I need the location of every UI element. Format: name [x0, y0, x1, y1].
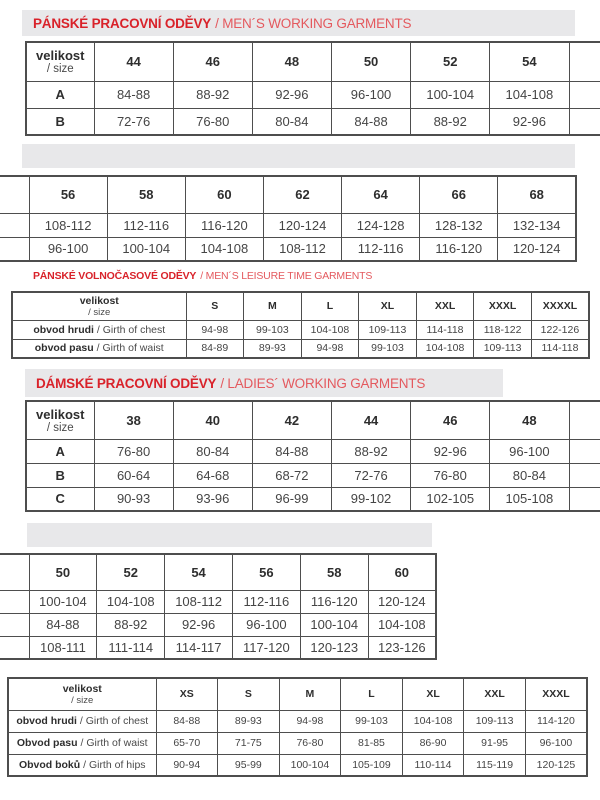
measurement-value-cell: 84-88: [331, 108, 410, 135]
row-label: B: [26, 463, 94, 487]
cutoff-cell: [569, 487, 600, 511]
measurement-value-cell: 105-108: [490, 487, 569, 511]
measurement-value-cell: 114-120: [525, 710, 587, 732]
size-column-header: 68: [498, 176, 576, 213]
measurement-value-cell: 93-96: [173, 487, 252, 511]
measurement-value-cell: 122-126: [531, 320, 589, 339]
size-column-header: 56: [29, 176, 107, 213]
size-header-label-sub: / size: [46, 421, 74, 434]
measurement-value-cell: 104-108: [97, 590, 165, 613]
row-label: obvod hrudi / Girth of chest: [12, 320, 186, 339]
measurement-value-cell: 132-134: [498, 213, 576, 237]
table-row: [8, 710, 587, 732]
measurement-value-cell: 84-88: [94, 81, 173, 108]
measurement-value-cell: 88-92: [411, 108, 490, 135]
measurement-value-cell: 111-114: [97, 636, 165, 659]
cutoff-cell: [569, 42, 600, 81]
measurement-value-cell: 84-88: [156, 710, 218, 732]
measurement-value-cell: 96-100: [331, 81, 410, 108]
measurement-value-cell: 112-116: [232, 590, 300, 613]
measurement-value-cell: 84-88: [29, 613, 97, 636]
table-row: [26, 108, 600, 135]
section-header-mens-working: [22, 10, 575, 36]
measurement-value-cell: 104-108: [402, 710, 464, 732]
table-header-row: [26, 42, 600, 81]
measurement-value-cell: 99-103: [359, 339, 417, 358]
size-column-header: M: [279, 678, 341, 710]
size-header-label: [8, 678, 156, 710]
measurement-value-cell: 112-116: [342, 237, 420, 261]
measurement-value-cell: 92-96: [411, 439, 490, 463]
measurement-value-cell: 92-96: [252, 81, 331, 108]
row-label: B: [26, 108, 94, 135]
size-column-header: 38: [94, 401, 173, 439]
size-column-header: 46: [411, 401, 490, 439]
size-column-header: 50: [29, 554, 97, 590]
measurement-value-cell: 76-80: [411, 463, 490, 487]
measurement-value-cell: 90-94: [156, 754, 218, 776]
measurement-value-cell: 65-70: [156, 732, 218, 754]
table-header-row: [8, 678, 587, 710]
section-title-english: / MEN´S LEISURE TIME GARMENTS: [200, 270, 373, 282]
measurement-value-cell: 104-108: [185, 237, 263, 261]
cutoff-cell: [569, 439, 600, 463]
measurement-value-cell: 96-100: [232, 613, 300, 636]
measurement-value-cell: 120-124: [263, 213, 341, 237]
measurement-value-cell: 104-108: [490, 81, 569, 108]
size-column-header: XXXXL: [531, 292, 589, 320]
measurement-value-cell: 80-84: [173, 439, 252, 463]
size-column-header: 58: [107, 176, 185, 213]
measurement-value-cell: 104-108: [416, 339, 474, 358]
measurement-value-cell: 94-98: [301, 339, 359, 358]
measurement-value-cell: 72-76: [331, 463, 410, 487]
measurement-value-cell: 84-89: [186, 339, 244, 358]
size-header-label-sub: / size: [71, 694, 94, 706]
row-label: A: [26, 81, 94, 108]
size-column-header: 52: [411, 42, 490, 81]
measurement-value-cell: 88-92: [97, 613, 165, 636]
table-header-row: [26, 401, 600, 439]
measurement-value-cell: 72-76: [94, 108, 173, 135]
table-row: [8, 754, 587, 776]
measurement-value-cell: 94-98: [279, 710, 341, 732]
measurement-value-cell: 105-109: [341, 754, 403, 776]
size-header-label-bold: velikost: [36, 48, 85, 64]
measurement-value-cell: 71-75: [218, 732, 280, 754]
table-header-row: [12, 292, 589, 320]
size-column-header: 44: [94, 42, 173, 81]
measurement-value-cell: 76-80: [279, 732, 341, 754]
measurement-value-cell: 80-84: [252, 108, 331, 135]
size-column-header: S: [186, 292, 244, 320]
size-column-header: 50: [331, 42, 410, 81]
table-row: [8, 732, 587, 754]
section-header-ladies-working: [25, 369, 503, 397]
table-row: [0, 613, 436, 636]
measurement-value-cell: 76-80: [94, 439, 173, 463]
measurement-value-cell: 104-108: [368, 613, 436, 636]
size-column-header: 60: [185, 176, 263, 213]
measurement-value-cell: 88-92: [173, 81, 252, 108]
section-title-czech: DÁMSKÉ PRACOVNÍ ODĚVY: [36, 375, 217, 391]
cutoff-cell: [0, 613, 29, 636]
row-label: Obvod pasu / Girth of waist: [8, 732, 156, 754]
size-column-header: XXXL: [474, 292, 532, 320]
section-title-czech: PÁNSKÉ VOLNOČASOVÉ ODĚVY: [33, 270, 197, 282]
measurement-value-cell: 76-80: [173, 108, 252, 135]
cutoff-cell: [0, 636, 29, 659]
size-column-header: 42: [252, 401, 331, 439]
measurement-value-cell: 118-122: [474, 320, 532, 339]
measurement-value-cell: 86-90: [402, 732, 464, 754]
measurement-value-cell: 91-95: [464, 732, 526, 754]
cutoff-cell: [0, 554, 29, 590]
measurement-value-cell: 115-119: [464, 754, 526, 776]
measurement-value-cell: 64-68: [173, 463, 252, 487]
measurement-value-cell: 89-93: [218, 710, 280, 732]
measurement-value-cell: 114-118: [531, 339, 589, 358]
size-header-label: [12, 292, 186, 320]
table-row: [0, 213, 576, 237]
size-column-header: XXL: [464, 678, 526, 710]
measurement-value-cell: 100-104: [300, 613, 368, 636]
size-header-label-bold: velikost: [79, 294, 119, 307]
size-column-header: XL: [402, 678, 464, 710]
measurement-value-cell: 95-99: [218, 754, 280, 776]
measurement-value-cell: 104-108: [301, 320, 359, 339]
ladies-measurements-size-table: [7, 677, 588, 777]
measurement-value-cell: 90-93: [94, 487, 173, 511]
section-header-mens-leisure: [33, 269, 372, 283]
measurement-value-cell: 120-124: [498, 237, 576, 261]
measurement-value-cell: 108-112: [29, 213, 107, 237]
measurement-value-cell: 96-100: [525, 732, 587, 754]
size-column-header: XL: [359, 292, 417, 320]
size-column-header: XS: [156, 678, 218, 710]
measurement-value-cell: 99-103: [244, 320, 302, 339]
table-row: [0, 590, 436, 613]
measurement-value-cell: 100-104: [107, 237, 185, 261]
size-column-header: 46: [173, 42, 252, 81]
measurement-value-cell: 94-98: [186, 320, 244, 339]
table-header-row: [0, 554, 436, 590]
size-column-header: XXL: [416, 292, 474, 320]
table-row: [26, 439, 600, 463]
cutoff-cell: [569, 108, 600, 135]
row-label: Obvod boků / Girth of hips: [8, 754, 156, 776]
size-column-header: 54: [165, 554, 233, 590]
measurement-value-cell: 114-117: [165, 636, 233, 659]
cutoff-cell: [0, 176, 29, 213]
section-title-english: / MEN´S WORKING GARMENTS: [215, 15, 412, 31]
size-column-header: M: [244, 292, 302, 320]
mens-leisure-size-table: [11, 291, 590, 359]
measurement-value-cell: 123-126: [368, 636, 436, 659]
measurement-value-cell: 108-112: [165, 590, 233, 613]
cutoff-cell: [0, 590, 29, 613]
size-column-header: 66: [420, 176, 498, 213]
mens-working-size-table-2: [0, 175, 577, 262]
table-row: [26, 487, 600, 511]
table-row: [0, 636, 436, 659]
row-label: obvod pasu / Girth of waist: [12, 339, 186, 358]
size-column-header: 48: [252, 42, 331, 81]
measurement-value-cell: 109-113: [474, 339, 532, 358]
size-column-header: L: [301, 292, 359, 320]
table-row: [12, 339, 589, 358]
measurement-value-cell: 114-118: [416, 320, 474, 339]
size-column-header: 54: [490, 42, 569, 81]
mens-working-size-table-1: [25, 41, 600, 136]
measurement-value-cell: 116-120: [420, 237, 498, 261]
measurement-value-cell: 120-123: [300, 636, 368, 659]
row-label: obvod hrudi / Girth of chest: [8, 710, 156, 732]
measurement-value-cell: 88-92: [331, 439, 410, 463]
measurement-value-cell: 96-100: [490, 439, 569, 463]
size-header-label-bold: velikost: [62, 682, 102, 695]
measurement-value-cell: 89-93: [244, 339, 302, 358]
measurement-value-cell: 99-102: [331, 487, 410, 511]
size-column-header: 58: [300, 554, 368, 590]
measurement-value-cell: 124-128: [342, 213, 420, 237]
size-column-header: 44: [331, 401, 410, 439]
measurement-value-cell: 60-64: [94, 463, 173, 487]
size-column-header: XXXL: [525, 678, 587, 710]
measurement-value-cell: 109-113: [359, 320, 417, 339]
table-row: [26, 81, 600, 108]
measurement-value-cell: 100-104: [411, 81, 490, 108]
size-header-label-sub: / size: [46, 63, 74, 76]
size-header-label: [26, 401, 94, 439]
row-label: A: [26, 439, 94, 463]
measurement-value-cell: 128-132: [420, 213, 498, 237]
table-header-row: [0, 176, 576, 213]
section-title-english: / LADIES´ WORKING GARMENTS: [220, 375, 426, 391]
measurement-value-cell: 92-96: [490, 108, 569, 135]
size-column-header: 52: [97, 554, 165, 590]
size-header-label: [26, 42, 94, 81]
section-separator-bar: [22, 144, 575, 168]
measurement-value-cell: 116-120: [300, 590, 368, 613]
size-column-header: 56: [232, 554, 300, 590]
measurement-value-cell: 92-96: [165, 613, 233, 636]
measurement-value-cell: 80-84: [490, 463, 569, 487]
measurement-value-cell: 68-72: [252, 463, 331, 487]
measurement-value-cell: 112-116: [107, 213, 185, 237]
size-column-header: L: [341, 678, 403, 710]
size-column-header: 40: [173, 401, 252, 439]
section-title-czech: PÁNSKÉ PRACOVNÍ ODĚVY: [33, 15, 212, 31]
size-column-header: 60: [368, 554, 436, 590]
measurement-value-cell: 120-124: [368, 590, 436, 613]
measurement-value-cell: 81-85: [341, 732, 403, 754]
measurement-value-cell: 108-112: [263, 237, 341, 261]
size-column-header: S: [218, 678, 280, 710]
measurement-value-cell: 116-120: [185, 213, 263, 237]
cutoff-cell: [569, 81, 600, 108]
measurement-value-cell: 117-120: [232, 636, 300, 659]
table-row: [26, 463, 600, 487]
ladies-working-size-table-1: [25, 400, 600, 512]
size-column-header: 62: [263, 176, 341, 213]
measurement-value-cell: 120-125: [525, 754, 587, 776]
measurement-value-cell: 108-111: [29, 636, 97, 659]
row-label: C: [26, 487, 94, 511]
measurement-value-cell: 100-104: [29, 590, 97, 613]
section-separator-bar: [27, 523, 432, 547]
measurement-value-cell: 110-114: [402, 754, 464, 776]
cutoff-cell: [0, 237, 29, 261]
table-row: [12, 320, 589, 339]
cutoff-cell: [569, 401, 600, 439]
measurement-value-cell: 99-103: [341, 710, 403, 732]
measurement-value-cell: 84-88: [252, 439, 331, 463]
measurement-value-cell: 100-104: [279, 754, 341, 776]
ladies-working-size-table-2: [0, 553, 437, 660]
size-column-header: 48: [490, 401, 569, 439]
measurement-value-cell: 102-105: [411, 487, 490, 511]
measurement-value-cell: 109-113: [464, 710, 526, 732]
size-column-header: 64: [342, 176, 420, 213]
cutoff-cell: [569, 463, 600, 487]
size-header-label-sub: / size: [88, 306, 111, 318]
size-header-label-bold: velikost: [36, 406, 85, 422]
measurement-value-cell: 96-100: [29, 237, 107, 261]
table-row: [0, 237, 576, 261]
cutoff-cell: [0, 213, 29, 237]
measurement-value-cell: 96-99: [252, 487, 331, 511]
